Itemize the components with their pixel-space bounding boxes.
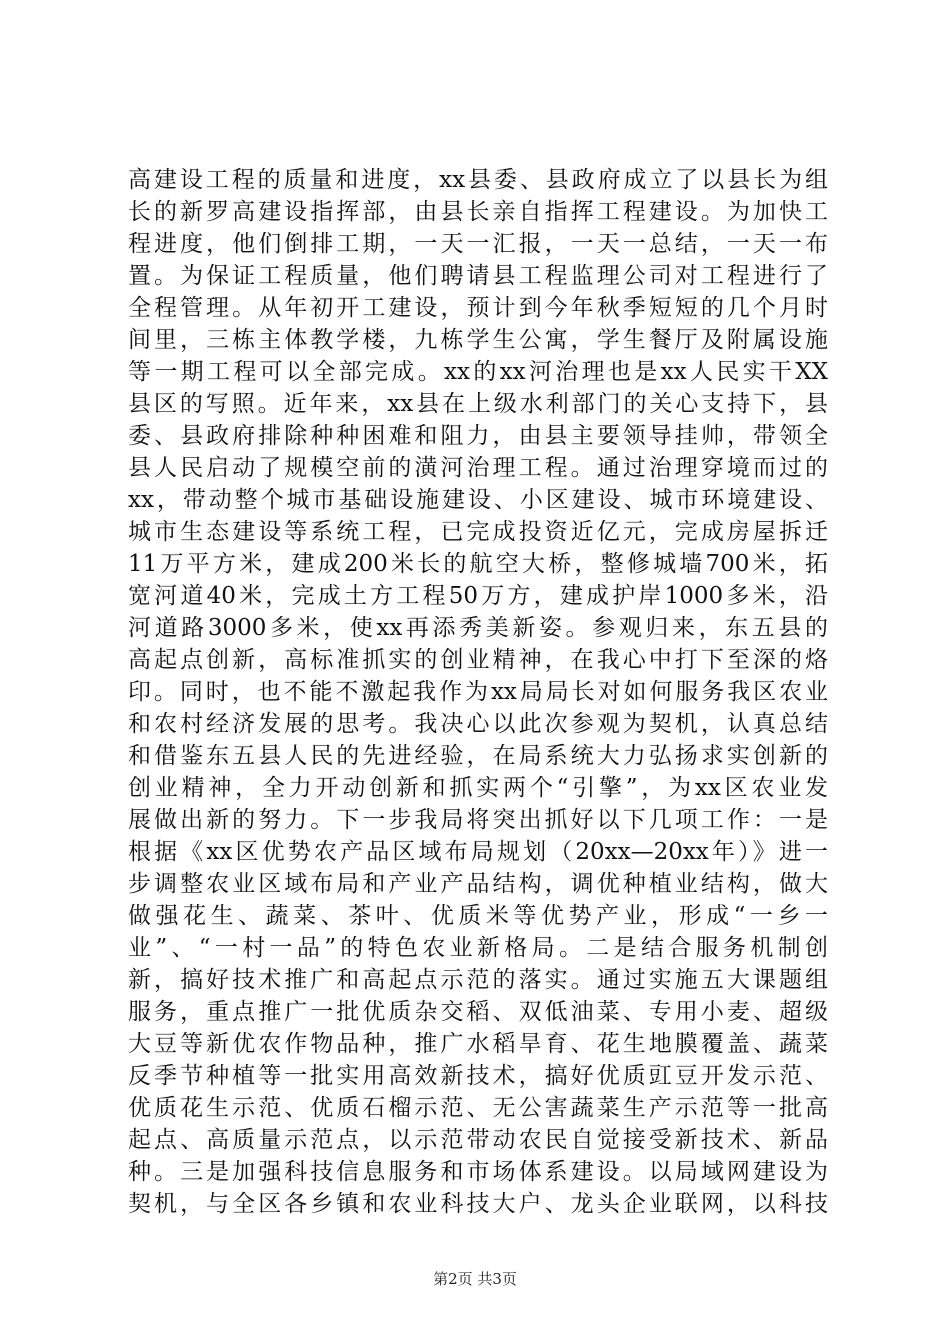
text-line: 反季节种植等一批实用高效新技术，搞好优质豇豆开发示范、 — [128, 1063, 828, 1089]
text-line: 长的新罗高建设指挥部，由县长亲自指挥工程建设。为加快工 — [128, 199, 828, 225]
text-line: 根据《xx区优势农产品区域布局规划（20xx—20xx年）》进一 — [128, 839, 828, 865]
text-line: 程进度，他们倒排工期，一天一汇报，一天一总结，一天一布 — [128, 231, 828, 257]
text-line: 做强花生、蔬菜、茶叶、优质米等优势产业，形成“一乡一 — [128, 903, 828, 929]
text-line: 和借鉴东五县人民的先进经验，在局系统大力弘扬求实创新的 — [128, 743, 828, 769]
text-line: 步调整农业区域布局和产业产品结构，调优种植业结构，做大 — [128, 871, 828, 897]
text-line: 展做出新的努力。下一步我局将突出抓好以下几项工作：一是 — [128, 807, 828, 833]
text-line: 县区的写照。近年来，xx县在上级水利部门的关心支持下，县 — [128, 391, 828, 417]
text-line: 等一期工程可以全部完成。xx的xx河治理也是xx人民实干XX — [128, 359, 828, 385]
text-line: 城市生态建设等系统工程，已完成投资近亿元，完成房屋拆迁 — [128, 519, 828, 545]
text-line: xx，带动整个城市基础设施建设、小区建设、城市环境建设、 — [128, 487, 828, 513]
text-line: 服务，重点推广一批优质杂交稻、双低油菜、专用小麦、超级 — [128, 999, 828, 1025]
text-line: 委、县政府排除种种困难和阻力，由县主要领导挂帅，带领全 — [128, 423, 828, 449]
text-line: 河道路3000多米，使xx再添秀美新姿。参观归来，东五县的 — [128, 615, 828, 641]
text-line: 起点、高质量示范点，以示范带动农民自觉接受新技术、新品 — [128, 1127, 828, 1153]
text-line: 县人民启动了规模空前的潢河治理工程。通过治理穿境而过的 — [128, 455, 828, 481]
text-line: 高起点创新，高标准抓实的创业精神，在我心中打下至深的烙 — [128, 647, 828, 673]
body-text — [128, 164, 828, 1220]
page-footer: 第2页 共3页 — [433, 1270, 517, 1288]
text-line: 宽河道40米，完成土方工程50万方，建成护岸1000多米，沿 — [128, 583, 828, 609]
text-line: 和农村经济发展的思考。我决心以此次参观为契机，认真总结 — [128, 711, 828, 737]
text-line: 高建设工程的质量和进度，xx县委、县政府成立了以县长为组 — [128, 167, 828, 193]
text-line: 大豆等新优农作物品种，推广水稻旱育、花生地膜覆盖、蔬菜 — [128, 1031, 828, 1057]
text-line: 新，搞好技术推广和高起点示范的落实。通过实施五大课题组 — [128, 967, 828, 993]
text-line: 11万平方米，建成200米长的航空大桥，整修城墙700米，拓 — [128, 551, 828, 577]
text-line: 契机，与全区各乡镇和农业科技大户、龙头企业联网，以科技 — [128, 1191, 828, 1217]
text-line: 印。同时，也不能不激起我作为xx局局长对如何服务我区农业 — [128, 679, 828, 705]
text-line: 间里，三栋主体教学楼，九栋学生公寓，学生餐厅及附属设施 — [128, 327, 828, 353]
text-line: 置。为保证工程质量，他们聘请县工程监理公司对工程进行了 — [128, 263, 828, 289]
text-line: 种。三是加强科技信息服务和市场体系建设。以局域网建设为 — [128, 1159, 828, 1185]
text-line: 优质花生示范、优质石榴示范、无公害蔬菜生产示范等一批高 — [128, 1095, 828, 1121]
text-line: 业”、“一村一品”的特色农业新格局。二是结合服务机制创 — [128, 935, 828, 961]
text-line: 创业精神，全力开动创新和抓实两个“引擎”，为xx区农业发 — [128, 775, 828, 801]
text-line: 全程管理。从年初开工建设，预计到今年秋季短短的几个月时 — [128, 295, 828, 321]
